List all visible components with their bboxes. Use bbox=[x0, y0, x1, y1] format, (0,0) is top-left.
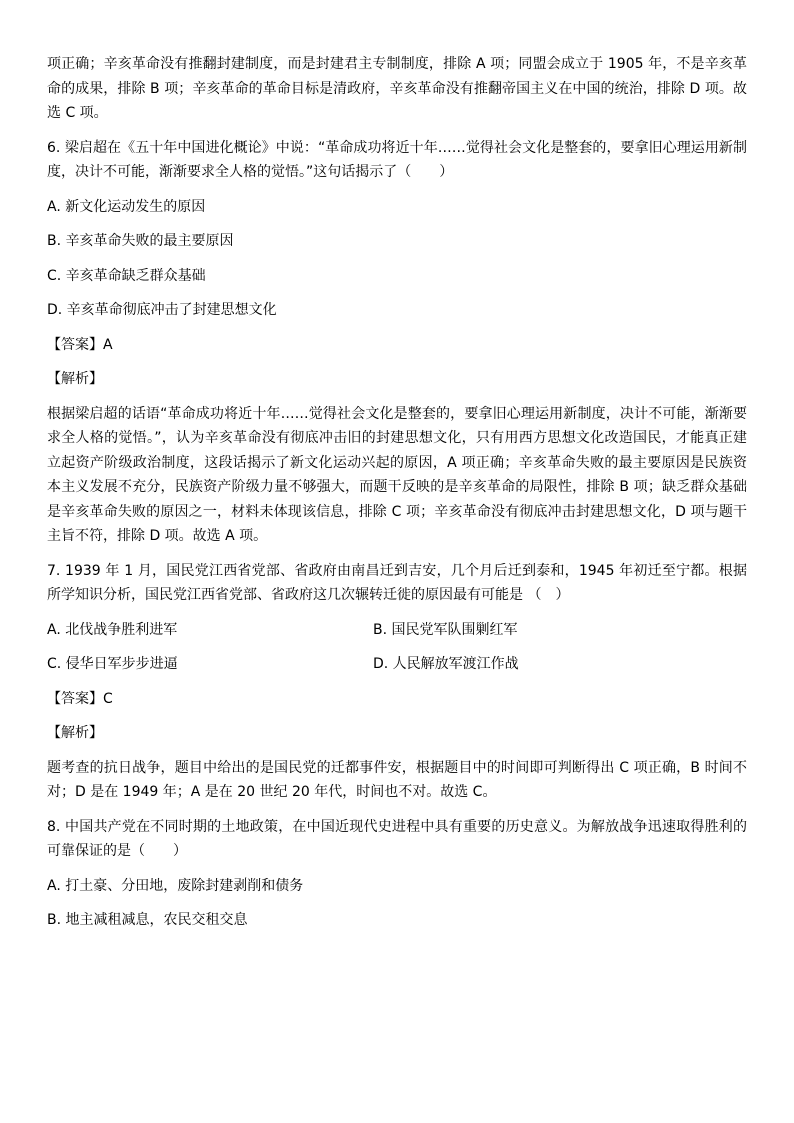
question-6-analysis: 根据梁启超的话语“革命成功将近十年……觉得社会文化是整套的，要拿旧心理运用新制度，决计不可能，渐渐要求全人格的觉悟。”，认为辛亥革命没有彻底冲击旧的封建思想文化，只有用西方思想文化改造国民，才能真正建立起资产阶级政治制度，这段话揭示了新文化运动兴起的原因，A 项正确；辛亥革命失败的最主要原因是民族资本主义发展不充分，民族资产阶级力量不够强大，而题干反映的是辛亥革命的局限性，排除 B 项；缺乏群众基础是辛亥革命失败的原因之一，材料未体现该信息，排除 C 项；辛亥革命没有彻底冲击封建思想文化，D 项与题干主旨不符，排除 D 项。故选 A 项。 bbox=[47, 405, 747, 544]
question-6-answer: 【答案】A bbox=[47, 336, 113, 353]
question-7-analysis-label: 【解析】 bbox=[47, 725, 103, 741]
previous-analysis-continuation: 项正确；辛亥革命没有推翻封建制度，而是封建君主专制制度，排除 A 项；同盟会成立于 1905 年，不是辛亥革命的成果，排除 B 项；辛亥革命的革命目标是清政府，辛亥革命没有推翻帝国主义在中国的统治，排除 D 项。故选 C 项。 bbox=[47, 56, 747, 121]
question-7-analysis: 题考查的抗日战争，题目中给出的是国民党的迁都事件安，根据题目中的时间即可判断得出 C 项正确，B 时间不对；D 是在 1949 年；A 是在 20 世纪 20 年代，时间也不对。故选 C。 bbox=[47, 759, 747, 800]
question-7-answer: 【答案】C bbox=[47, 690, 113, 707]
question-6-stem: 6. 梁启超在《五十年中国进化概论》中说：“革命成功将近十年……觉得社会文化是整套的，要拿旧心理运用新制度，决计不可能，渐渐要求全人格的觉悟。”这句话揭示了（ ） bbox=[47, 139, 747, 180]
question-7-option-c: C. 侵华日军步步进逼 bbox=[47, 656, 178, 672]
question-7-options bbox=[47, 618, 747, 677]
question-6-option-d: D. 辛亥革命彻底冲击了封建思想文化 bbox=[47, 302, 277, 318]
question-7-stem: 7. 1939 年 1 月，国民党江西省党部、省政府由南昌迁到吉安，几个月后迁到泰和，1945 年初迁至宁都。根据所学知识分析，国民党江西省党部、省政府这几次辗转迁徙的原因最有可能是 （ ） bbox=[47, 562, 747, 603]
question-7 bbox=[47, 559, 747, 805]
question-8 bbox=[47, 815, 747, 933]
question-7-option-b: B. 国民党军队围剿红军 bbox=[373, 621, 518, 638]
question-6-analysis-label: 【解析】 bbox=[47, 371, 103, 387]
question-7-option-d: D. 人民解放军渡江作战 bbox=[373, 656, 519, 672]
question-8-option-a: A. 打土豪、分田地，废除封建剥削和债务 bbox=[47, 877, 304, 894]
question-8-stem: 8. 中国共产党在不同时期的土地政策，在中国近现代史进程中具有重要的历史意义。为解放战争迅速取得胜利的可靠保证的是（ ） bbox=[47, 818, 747, 859]
document-page bbox=[47, 52, 747, 933]
question-6-option-a: A. 新文化运动发生的原因 bbox=[47, 198, 206, 215]
question-6-option-b: B. 辛亥革命失败的最主要原因 bbox=[47, 233, 234, 249]
question-6-option-c: C. 辛亥革命缺乏群众基础 bbox=[47, 267, 206, 284]
question-7-option-a: A. 北伐战争胜利进军 bbox=[47, 621, 178, 638]
question-6 bbox=[47, 136, 747, 549]
question-8-option-b: B. 地主减租减息，农民交租交息 bbox=[47, 912, 248, 928]
